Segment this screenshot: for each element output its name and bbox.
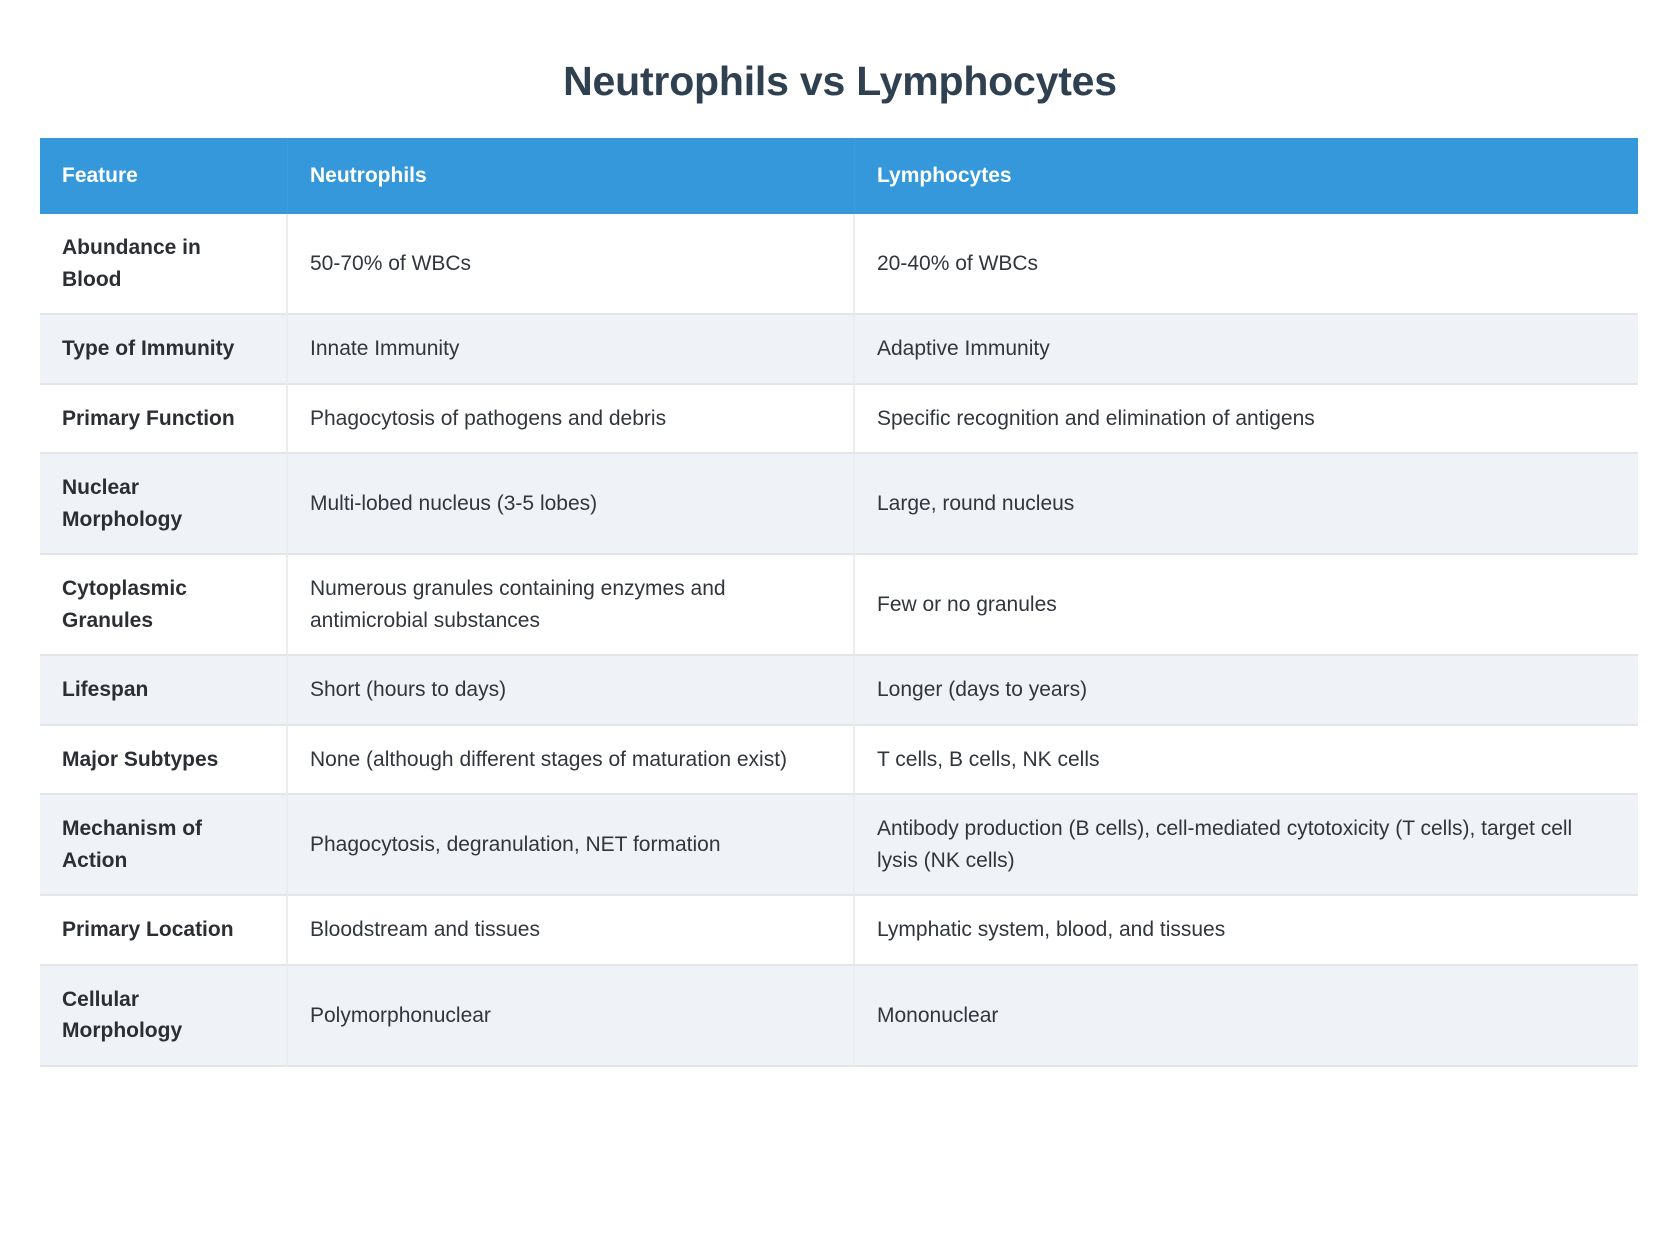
comparison-table bbox=[40, 138, 1638, 1067]
cell-lymphocytes: Lymphatic system, blood, and tissues bbox=[855, 896, 1638, 966]
cell-feature: Abundance in Blood bbox=[40, 214, 288, 315]
table-row bbox=[40, 385, 1638, 455]
cell-feature: Primary Location bbox=[40, 896, 288, 966]
cell-neutrophils: Phagocytosis of pathogens and debris bbox=[288, 385, 855, 455]
table-row bbox=[40, 656, 1638, 726]
cell-lymphocytes: 20-40% of WBCs bbox=[855, 214, 1638, 315]
cell-neutrophils: Numerous granules containing enzymes and antimicrobial substances bbox=[288, 555, 855, 656]
cell-feature: Lifespan bbox=[40, 656, 288, 726]
cell-feature: Cellular Morphology bbox=[40, 966, 288, 1067]
header-row bbox=[40, 138, 1638, 214]
table-row bbox=[40, 966, 1638, 1067]
page-title: Neutrophils vs Lymphocytes bbox=[563, 58, 1117, 105]
table-row bbox=[40, 214, 1638, 315]
cell-neutrophils: Polymorphonuclear bbox=[288, 966, 855, 1067]
cell-neutrophils: None (although different stages of maturation exist) bbox=[288, 726, 855, 796]
cell-lymphocytes: Antibody production (B cells), cell-mediated cytotoxicity (T cells), target cell lysis (NK cells) bbox=[855, 795, 1638, 896]
table-header bbox=[40, 138, 1638, 214]
cell-feature: Type of Immunity bbox=[40, 315, 288, 385]
column-header-lymphocytes: Lymphocytes bbox=[855, 138, 1638, 214]
table-row bbox=[40, 315, 1638, 385]
cell-feature: Mechanism of Action bbox=[40, 795, 288, 896]
table-row bbox=[40, 555, 1638, 656]
cell-feature: Cytoplasmic Granules bbox=[40, 555, 288, 656]
cell-feature: Primary Function bbox=[40, 385, 288, 455]
cell-neutrophils: Phagocytosis, degranulation, NET formation bbox=[288, 795, 855, 896]
cell-neutrophils: Short (hours to days) bbox=[288, 656, 855, 726]
table-row bbox=[40, 795, 1638, 896]
table-row bbox=[40, 726, 1638, 796]
column-header-feature: Feature bbox=[40, 138, 288, 214]
table-body bbox=[40, 214, 1638, 1067]
cell-lymphocytes: T cells, B cells, NK cells bbox=[855, 726, 1638, 796]
cell-neutrophils: 50-70% of WBCs bbox=[288, 214, 855, 315]
column-header-neutrophils: Neutrophils bbox=[288, 138, 855, 214]
table-row bbox=[40, 896, 1638, 966]
cell-lymphocytes: Large, round nucleus bbox=[855, 454, 1638, 555]
cell-neutrophils: Innate Immunity bbox=[288, 315, 855, 385]
table-row bbox=[40, 454, 1638, 555]
cell-feature: Major Subtypes bbox=[40, 726, 288, 796]
cell-lymphocytes: Specific recognition and elimination of antigens bbox=[855, 385, 1638, 455]
cell-neutrophils: Multi-lobed nucleus (3-5 lobes) bbox=[288, 454, 855, 555]
cell-lymphocytes: Few or no granules bbox=[855, 555, 1638, 656]
cell-lymphocytes: Adaptive Immunity bbox=[855, 315, 1638, 385]
cell-lymphocytes: Longer (days to years) bbox=[855, 656, 1638, 726]
cell-neutrophils: Bloodstream and tissues bbox=[288, 896, 855, 966]
table-container bbox=[40, 138, 1638, 1067]
cell-lymphocytes: Mononuclear bbox=[855, 966, 1638, 1067]
cell-feature: Nuclear Morphology bbox=[40, 454, 288, 555]
